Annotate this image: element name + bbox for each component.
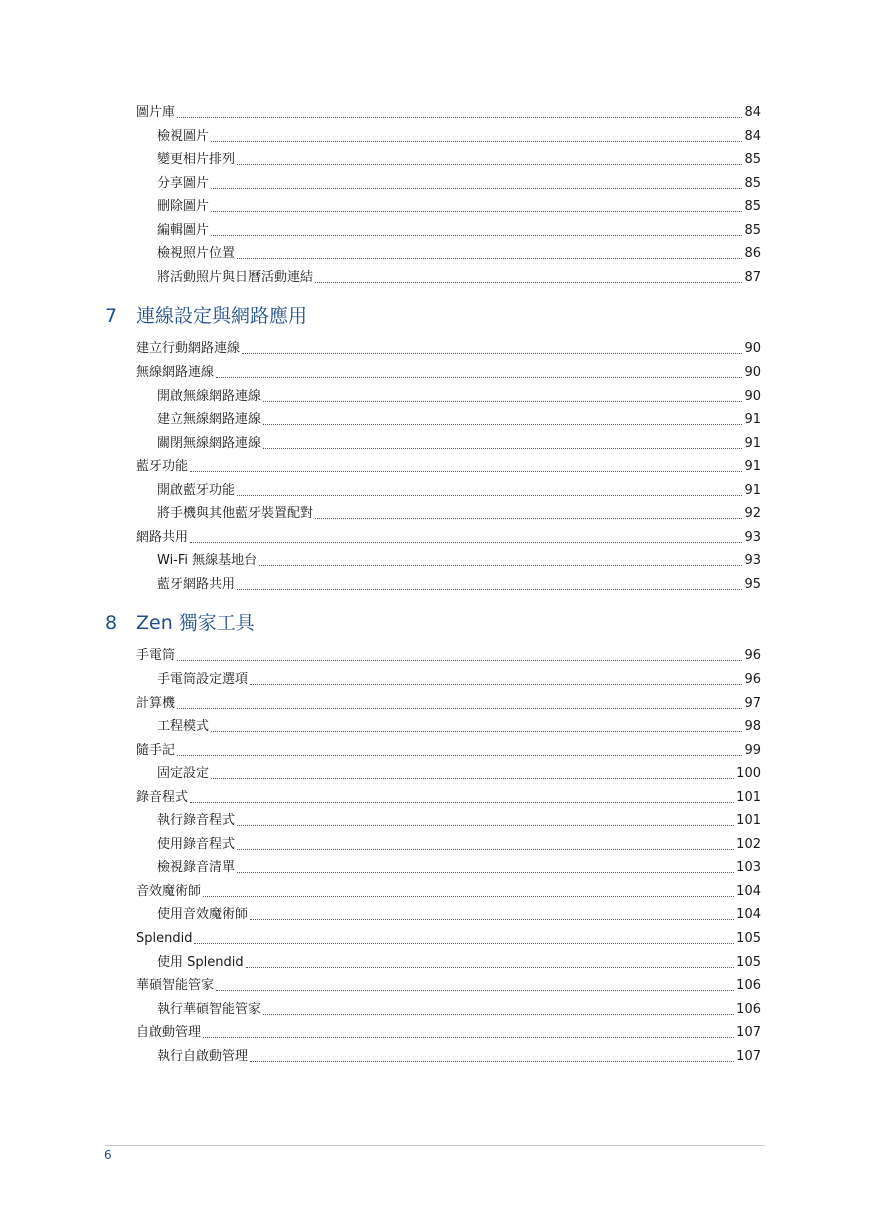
toc-entry-page: 104: [736, 884, 761, 899]
toc-entry-page: 104: [736, 907, 761, 922]
toc-entry-title: 編輯圖片: [157, 223, 210, 238]
toc-entry[interactable]: [0, 856, 869, 876]
toc-entry[interactable]: [0, 266, 869, 286]
toc-entry-title: 建立行動網路連線: [136, 341, 241, 356]
toc-entry-page: 105: [736, 955, 761, 970]
dot-leader: [242, 353, 742, 354]
toc-entry[interactable]: [0, 455, 869, 475]
toc-entry-page: 91: [744, 483, 761, 498]
dot-leader: [237, 258, 742, 259]
dot-leader: [211, 211, 742, 212]
dot-leader: [203, 896, 734, 897]
toc-entry-title: 自啟動管理: [136, 1025, 202, 1040]
toc-entry-title: 刪除圖片: [157, 199, 210, 214]
toc-entry[interactable]: [0, 927, 869, 947]
toc-entry[interactable]: [0, 337, 869, 357]
dot-leader: [237, 849, 734, 850]
dot-leader: [263, 448, 742, 449]
toc-entry-title: 分享圖片: [157, 176, 210, 191]
chapter-heading: [0, 610, 869, 636]
dot-leader: [203, 1037, 734, 1038]
dot-leader: [216, 377, 742, 378]
toc-entry-title: 執行華碩智能管家: [157, 1002, 262, 1017]
toc-entry-page: 92: [744, 506, 761, 521]
dot-leader: [237, 825, 734, 826]
chapter-title: Zen 獨家工具: [136, 612, 255, 634]
toc-entry-title: 藍牙功能: [136, 459, 189, 474]
chapter-number: 7: [105, 305, 118, 327]
toc-entry-page: 100: [736, 766, 761, 781]
toc-entry-page: 91: [744, 436, 761, 451]
toc-entry[interactable]: [0, 880, 869, 900]
toc-entry[interactable]: [0, 125, 869, 145]
toc-entry[interactable]: [0, 172, 869, 192]
toc-entry[interactable]: [0, 762, 869, 782]
toc-entry-page: 107: [736, 1025, 761, 1040]
toc-entry-page: 84: [744, 129, 761, 144]
toc-entry-page: 98: [744, 719, 761, 734]
toc-entry-title: 隨手記: [136, 743, 176, 758]
toc-entry[interactable]: [0, 219, 869, 239]
dot-leader: [211, 731, 742, 732]
dot-leader: [315, 282, 742, 283]
toc-entry-title: 使用 Splendid: [157, 955, 244, 970]
dot-leader: [315, 518, 742, 519]
toc-entry-page: 90: [744, 341, 761, 356]
toc-entry[interactable]: [0, 573, 869, 593]
dot-leader: [177, 117, 742, 118]
toc-entry-page: 90: [744, 389, 761, 404]
toc-entry-page: 85: [744, 152, 761, 167]
toc-entry[interactable]: [0, 951, 869, 971]
toc-entry-title: 網路共用: [136, 530, 189, 545]
toc-entry-title: 執行錄音程式: [157, 813, 236, 828]
toc-entry-page: 106: [736, 1002, 761, 1017]
dot-leader: [237, 164, 742, 165]
toc-entry[interactable]: [0, 101, 869, 121]
toc-entry[interactable]: [0, 242, 869, 262]
toc-entry-page: 96: [744, 672, 761, 687]
dot-leader: [250, 684, 742, 685]
toc-entry[interactable]: [0, 1021, 869, 1041]
footer-divider: [105, 1145, 765, 1146]
toc-entry-page: 102: [736, 837, 761, 852]
toc-entry-title: 執行自啟動管理: [157, 1049, 249, 1064]
dot-leader: [211, 235, 742, 236]
toc-entry-title: 音效魔術師: [136, 884, 202, 899]
dot-leader: [216, 990, 734, 991]
dot-leader: [177, 755, 742, 756]
toc-entry-title: 檢視錄音清單: [157, 860, 236, 875]
toc-entry-page: 85: [744, 176, 761, 191]
toc-entry-title: 檢視照片位置: [157, 246, 236, 261]
dot-leader: [237, 872, 734, 873]
toc-entry[interactable]: [0, 974, 869, 994]
toc-entry-title: 藍牙網路共用: [157, 577, 236, 592]
dot-leader: [250, 919, 734, 920]
toc-entry-title: 將手機與其他藍牙裝置配對: [157, 506, 314, 521]
toc-entry-page: 85: [744, 223, 761, 238]
toc-entry[interactable]: [0, 479, 869, 499]
toc-entry-page: 84: [744, 105, 761, 120]
toc-entry-page: 103: [736, 860, 761, 875]
toc-entry[interactable]: [0, 786, 869, 806]
toc-entry-page: 93: [744, 553, 761, 568]
toc-entry-page: 95: [744, 577, 761, 592]
toc-entry-page: 96: [744, 648, 761, 663]
toc-entry-page: 87: [744, 270, 761, 285]
toc-entry-title: 手電筒: [136, 648, 176, 663]
toc-entry-title: 圖片庫: [136, 105, 176, 120]
toc-entry[interactable]: [0, 998, 869, 1018]
toc-entry[interactable]: [0, 408, 869, 428]
dot-leader: [211, 778, 734, 779]
toc-entry[interactable]: [0, 692, 869, 712]
dot-leader: [211, 188, 742, 189]
chapter-title: 連線設定與網路應用: [136, 305, 308, 327]
toc-entry[interactable]: [0, 526, 869, 546]
toc-entry-page: 91: [744, 459, 761, 474]
dot-leader: [190, 542, 742, 543]
dot-leader: [211, 141, 742, 142]
toc-entry[interactable]: [0, 903, 869, 923]
toc-entry-title: 手電筒設定選項: [157, 672, 249, 687]
toc-entry-page: 101: [736, 790, 761, 805]
toc-entry-page: 101: [736, 813, 761, 828]
toc-entry-page: 107: [736, 1049, 761, 1064]
toc-entry[interactable]: [0, 809, 869, 829]
toc-entry-page: 99: [744, 743, 761, 758]
toc-entry[interactable]: [0, 549, 869, 569]
toc-entry[interactable]: [0, 502, 869, 522]
toc-entry[interactable]: [0, 1045, 869, 1065]
page-number: 6: [104, 1148, 112, 1162]
dot-leader: [263, 424, 742, 425]
dot-leader: [177, 660, 742, 661]
toc-entry-title: 固定設定: [157, 766, 210, 781]
toc-entry-title: 檢視圖片: [157, 129, 210, 144]
toc-entry[interactable]: [0, 361, 869, 381]
toc-entry[interactable]: [0, 148, 869, 168]
dot-leader: [259, 565, 742, 566]
toc-entry-title: 開啟藍牙功能: [157, 483, 236, 498]
toc-entry-page: 105: [736, 931, 761, 946]
toc-entry-title: 開啟無線網路連線: [157, 389, 262, 404]
toc-entry[interactable]: [0, 432, 869, 452]
toc-entry-page: 106: [736, 978, 761, 993]
toc-entry-title: 變更相片排列: [157, 152, 236, 167]
toc-entry-title: Splendid: [136, 931, 193, 946]
toc-entry-title: 使用音效魔術師: [157, 907, 249, 922]
toc-entry[interactable]: [0, 739, 869, 759]
toc-entry-title: 錄音程式: [136, 790, 189, 805]
toc-entry-title: 建立無線網路連線: [157, 412, 262, 427]
toc-entry-title: 無線網路連線: [136, 365, 215, 380]
toc-entry[interactable]: [0, 644, 869, 664]
chapter-number: 8: [105, 612, 118, 634]
dot-leader: [250, 1061, 734, 1062]
toc-entry-title: 關閉無線網路連線: [157, 436, 262, 451]
toc-entry[interactable]: [0, 668, 869, 688]
toc-entry-title: 華碩智能管家: [136, 978, 215, 993]
toc-entry[interactable]: [0, 715, 869, 735]
dot-leader: [263, 1014, 734, 1015]
toc-entry-page: 90: [744, 365, 761, 380]
dot-leader: [177, 708, 742, 709]
toc-entry-page: 93: [744, 530, 761, 545]
dot-leader: [237, 589, 742, 590]
toc-entry-title: 工程模式: [157, 719, 210, 734]
dot-leader: [190, 471, 742, 472]
toc-entry-page: 91: [744, 412, 761, 427]
toc-entry-title: 將活動照片與日曆活動連結: [157, 270, 314, 285]
dot-leader: [263, 401, 742, 402]
toc-entry-page: 97: [744, 696, 761, 711]
toc-entry[interactable]: [0, 833, 869, 853]
toc-entry-title: 計算機: [136, 696, 176, 711]
toc-entry-page: 86: [744, 246, 761, 261]
dot-leader: [194, 943, 734, 944]
dot-leader: [190, 802, 734, 803]
dot-leader: [246, 967, 735, 968]
toc-entry[interactable]: [0, 385, 869, 405]
dot-leader: [237, 495, 742, 496]
toc-entry[interactable]: [0, 195, 869, 215]
toc-entry-title: 使用錄音程式: [157, 837, 236, 852]
toc-entry-title: Wi-Fi 無線基地台: [157, 553, 258, 568]
chapter-heading: [0, 303, 869, 329]
toc-entry-page: 85: [744, 199, 761, 214]
